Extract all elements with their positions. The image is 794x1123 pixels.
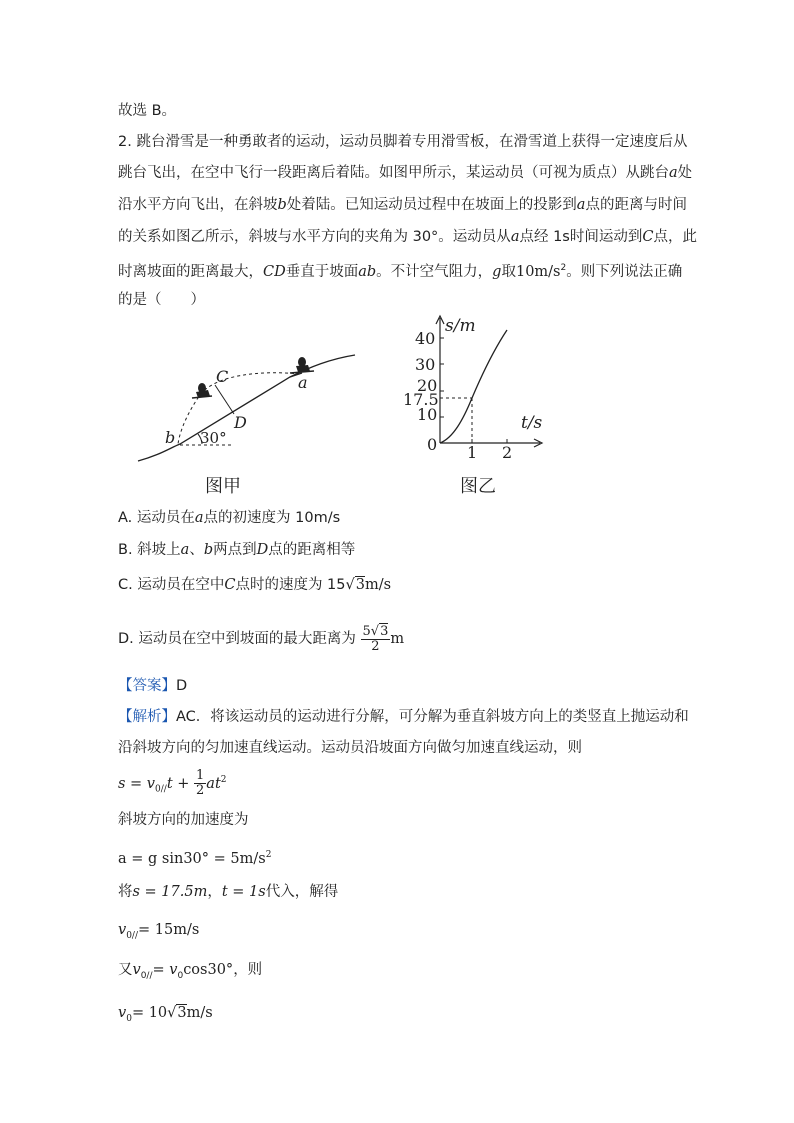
cd-line: [215, 385, 234, 414]
analysis-line-4: 将s = 17.5m，t = 1s代入，解得: [118, 884, 339, 900]
y-tick-20: 20: [417, 376, 438, 395]
figure-yi: [395, 310, 560, 500]
option-b: B. 斜坡上a、b两点到D点的距离相等: [118, 542, 356, 558]
x-tick-1: 1: [467, 443, 478, 462]
equation-1: $s = v_{0//}t$ + $\frac{1}{2}$ $at^2$: [118, 768, 227, 799]
label-angle: 30°: [200, 429, 227, 447]
option-a: A. 运动员在a点的初速度为 10m/s: [118, 510, 341, 526]
question-line-5: 时离坡面的距离最大，CD垂直于坡面ab。不计空气阻力，g取$10m/s^2$。则下列说法正确: [118, 263, 683, 280]
label-C: C: [216, 367, 229, 386]
question-number: 2.: [118, 134, 132, 150]
analysis-line-3: 斜坡方向的加速度为: [118, 812, 249, 828]
label-b: b: [165, 428, 176, 447]
option-d: D. 运动员在空中到坡面的最大距离为 $\frac{5√3}{2}$ m: [118, 623, 405, 654]
analysis-tag: 【解析】: [118, 709, 176, 725]
question-line-1: 2. 跳台滑雪是一种勇敢者的运动，运动员脚着专用滑雪板，在滑雪道上获得一定速度后从: [118, 134, 688, 150]
skier-at-c-icon: [192, 383, 212, 398]
y-tick-40: 40: [415, 329, 436, 348]
answer-tag: 【答案】: [118, 678, 176, 694]
option-c: C. 运动员在空中C点时的速度为 15√3m/s: [118, 577, 392, 593]
y-tick-30: 30: [415, 355, 436, 374]
question-line-6: 的是（ ）: [118, 292, 205, 308]
figure-jia: [130, 340, 370, 500]
s-t-curve: [440, 330, 507, 443]
x-axis-label: t/s: [521, 413, 543, 433]
previous-answer-line: 故选 B。: [118, 103, 177, 119]
label-D: D: [234, 413, 247, 432]
analysis-line-5: 又$v_{0//}= v_0\cos 30^\circ$，则: [118, 962, 263, 981]
caption-jia: 图甲: [205, 476, 241, 497]
option-d-fraction: $\frac{5√3}{2}$: [362, 623, 389, 654]
answer-value: D: [176, 678, 188, 694]
y-tick-10: 10: [417, 405, 438, 424]
y-tick-17-5: 17.5: [403, 390, 439, 409]
question-line-2: 跳台飞出，在空中飞行一段距离后着陆。如图甲所示，某运动员（可视为质点）从跳台a处: [118, 165, 693, 181]
analysis-line-2: 沿斜坡方向的匀加速直线运动。运动员沿坡面方向做匀加速直线运动，则: [118, 740, 582, 756]
x-tick-0: 0: [427, 435, 438, 454]
equation-2: a = g $\sin 30^\circ = 5m/s^2$: [118, 850, 272, 867]
analysis-line-1: 【解析】AC．将该运动员的运动进行分解，可分解为垂直斜坡方向上的类竖直上抛运动和: [118, 709, 689, 725]
caption-yi: 图乙: [460, 476, 496, 497]
y-axis-label: s/m: [445, 316, 476, 336]
equation-4: $v_0= 10√3m/s$: [118, 1005, 213, 1024]
question-line-3: 沿水平方向飞出，在斜坡b处着陆。已知运动员过程中在坡面上的投影到a点的距离与时间: [118, 197, 687, 213]
skier-at-a-icon: [290, 357, 314, 373]
label-a: a: [298, 373, 308, 392]
equation-3: $v_{0//}= 15m/s$: [118, 922, 200, 941]
x-tick-2: 2: [502, 443, 513, 462]
question-line-4: 的关系如图乙所示，斜坡与水平方向的夹角为 30°。运动员从a点经 1s时间运动到C点，此: [118, 229, 697, 245]
answer-line: [118, 676, 187, 696]
